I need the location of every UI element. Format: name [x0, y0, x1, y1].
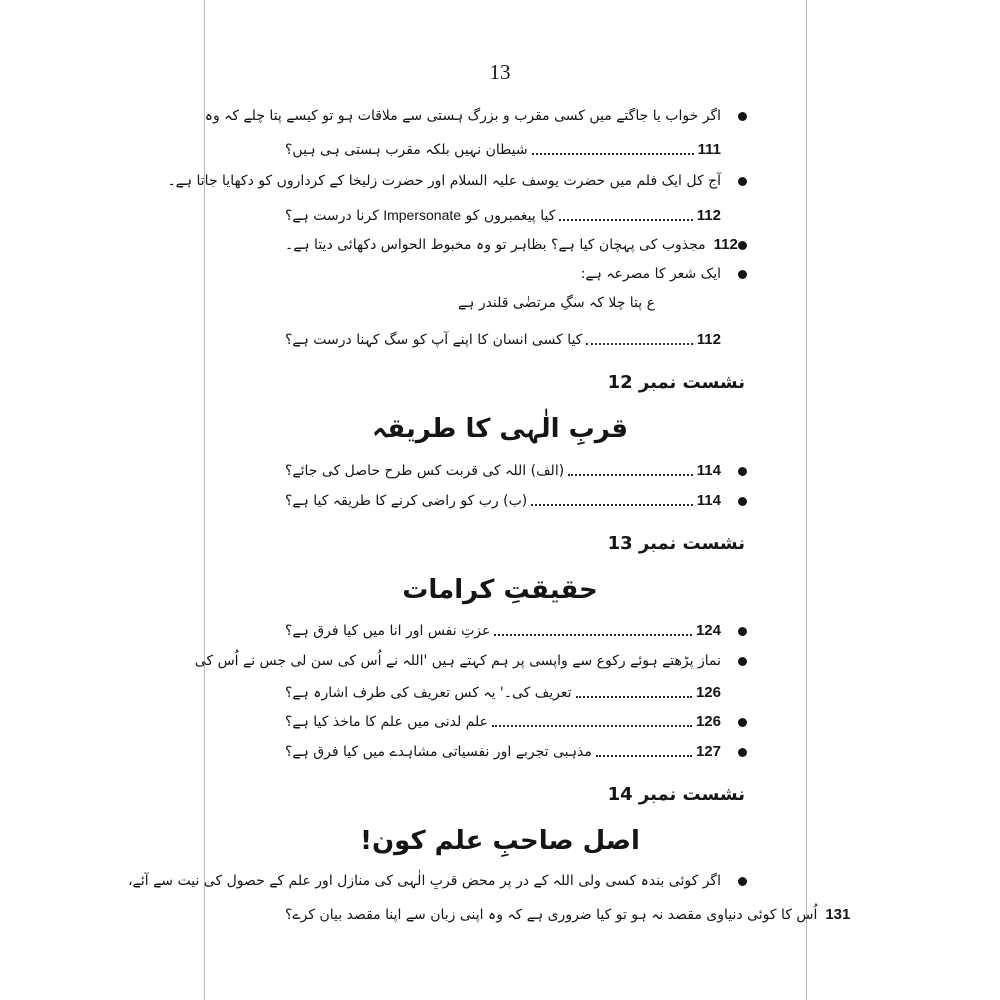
- toc-entry: [285, 460, 745, 486]
- toc-entry-film-impersonate: [167, 170, 745, 230]
- entry-line-with-page: [285, 741, 721, 763]
- toc-entry: [285, 490, 745, 516]
- entry-line-with-page: [285, 204, 721, 227]
- bullet-icon: [738, 467, 747, 476]
- session-heading: نشست نمبر 14: [607, 784, 745, 805]
- entry-line-with-page: [285, 234, 738, 256]
- dot-leader: [576, 696, 692, 698]
- entry-text: اُس کا کوئی دنیاوی مقصد نہ ہو تو کیا ضروری ہے کہ وہ اپنی زبان سے اپنا مقصد بیان کرے؟: [285, 907, 818, 923]
- page-ref: 112: [696, 331, 721, 348]
- entry-text: شیطان نہیں بلکہ مقرب ہستی ہی ہیں؟: [285, 142, 528, 158]
- toc-entry: [285, 620, 745, 646]
- dot-leader: [531, 504, 693, 506]
- entry-text: [285, 204, 555, 227]
- bullet-icon: [738, 112, 747, 121]
- toc-entry: [194, 650, 745, 710]
- bullet-icon: [738, 877, 747, 886]
- bullet-icon: [738, 497, 747, 506]
- session-heading: نشست نمبر 13: [607, 533, 745, 554]
- entry-line-with-page: [285, 711, 721, 733]
- entry-line-with-page: [285, 904, 851, 926]
- toc-entry: [285, 741, 745, 767]
- entry-text: اگر خواب یا جاگتے میں کسی مقرب و بزرگ ہستی سے ملاقات ہو تو کیسے پتا چلے کہ وہ: [204, 108, 721, 124]
- page-ref: 131: [825, 906, 851, 923]
- dot-leader: [492, 725, 692, 727]
- toc-entry-majzoob: [285, 234, 745, 260]
- entry-text: اگر کوئی بندہ کسی ولی اللہ کے در پر محض قربِ الٰہی کی منازل اور علم کے حصول کی نیت سے آئے،: [128, 873, 721, 889]
- page-ref: 126: [695, 713, 721, 730]
- entry-text: (الف) اللہ کی قربت کس طرح حاصل کی جائے؟: [285, 463, 565, 479]
- bullet-icon: [738, 177, 747, 186]
- section-title: اصل صاحبِ علم کون!: [360, 826, 640, 856]
- entry-text-part: کیا پیغمبروں کو: [465, 208, 556, 224]
- entry-line-with-page: [285, 139, 721, 161]
- section-title: قربِ الٰہی کا طریقہ: [372, 414, 628, 444]
- bullet-icon: [738, 748, 747, 757]
- dot-leader: [559, 219, 692, 221]
- toc-entry: [128, 870, 851, 934]
- page-ref: 112: [696, 207, 721, 224]
- dot-leader: [532, 153, 694, 155]
- dot-leader: [596, 755, 692, 757]
- entry-text: نماز پڑھتے ہوئے رکوع سے واپسی پر ہم کہتے ہیں 'اللہ نے اُس کی سن لی جس نے اُس کی: [194, 653, 721, 669]
- bullet-icon: [738, 627, 747, 636]
- entry-line-with-page: [285, 329, 721, 351]
- page-ref: 112: [713, 236, 738, 253]
- page-ref: 126: [695, 684, 721, 701]
- bullet-icon: [738, 657, 747, 666]
- section-title: حقیقتِ کرامات: [402, 575, 598, 605]
- entry-text: ایک شعر کا مصرعہ ہے:: [580, 266, 721, 282]
- entry-text: کیا کسی انسان کا اپنے آپ کو سگ کہنا درست ہے؟: [285, 332, 583, 348]
- page-ref: 111: [697, 141, 721, 158]
- entry-text: مذہبی تجربے اور نفسیاتی مشاہدے میں کیا فرق ہے؟: [285, 744, 592, 760]
- dot-leader: [494, 634, 692, 636]
- english-word: Impersonate: [383, 207, 462, 223]
- verse-line: ع پتا چلا کہ سگِ مرتضٰی قلندر ہے: [457, 295, 655, 311]
- bullet-icon: [738, 270, 747, 279]
- entry-line-with-page: [285, 620, 721, 642]
- entry-text: علم لدنی میں علم کا ماخذ کیا ہے؟: [285, 714, 489, 730]
- toc-entry-dream-meeting: [204, 105, 745, 165]
- dot-leader: [586, 343, 692, 345]
- page-ref: 114: [696, 462, 721, 479]
- entry-text: آج کل ایک فلم میں حضرت یوسف علیہ السلام اور حضرت زلیخا کے کرداروں کو دکھایا جاتا ہے۔: [167, 173, 721, 189]
- entry-text: تعریف کی۔' یہ کس تعریف کی طرف اشارہ ہے؟: [285, 685, 572, 701]
- toc-entry: [285, 711, 745, 737]
- session-heading: نشست نمبر 12: [607, 372, 745, 393]
- entry-line-with-page: [285, 490, 721, 512]
- entry-line-with-page: [285, 460, 721, 482]
- bullet-icon: [738, 718, 747, 727]
- page-number: 13: [489, 60, 511, 84]
- page-ref: 124: [695, 622, 721, 639]
- bullet-icon: [738, 241, 747, 250]
- entry-text-part: کرنا درست ہے؟: [285, 208, 379, 224]
- page-ref: 127: [695, 743, 721, 760]
- page-ref: 114: [696, 492, 721, 509]
- entry-line-with-page: [285, 682, 721, 704]
- entry-text: مجذوب کی پہچان کیا ہے؟ بظاہر تو وہ مخبوط الحواس دکھائی دیتا ہے۔: [285, 237, 706, 253]
- entry-text: عزتِ نفس اور انا میں کیا فرق ہے؟: [285, 623, 491, 639]
- entry-text: (ب) رب کو راضی کرنے کا طریقہ کیا ہے؟: [285, 493, 528, 509]
- toc-entry-verse: [285, 263, 745, 353]
- dot-leader: [568, 474, 693, 476]
